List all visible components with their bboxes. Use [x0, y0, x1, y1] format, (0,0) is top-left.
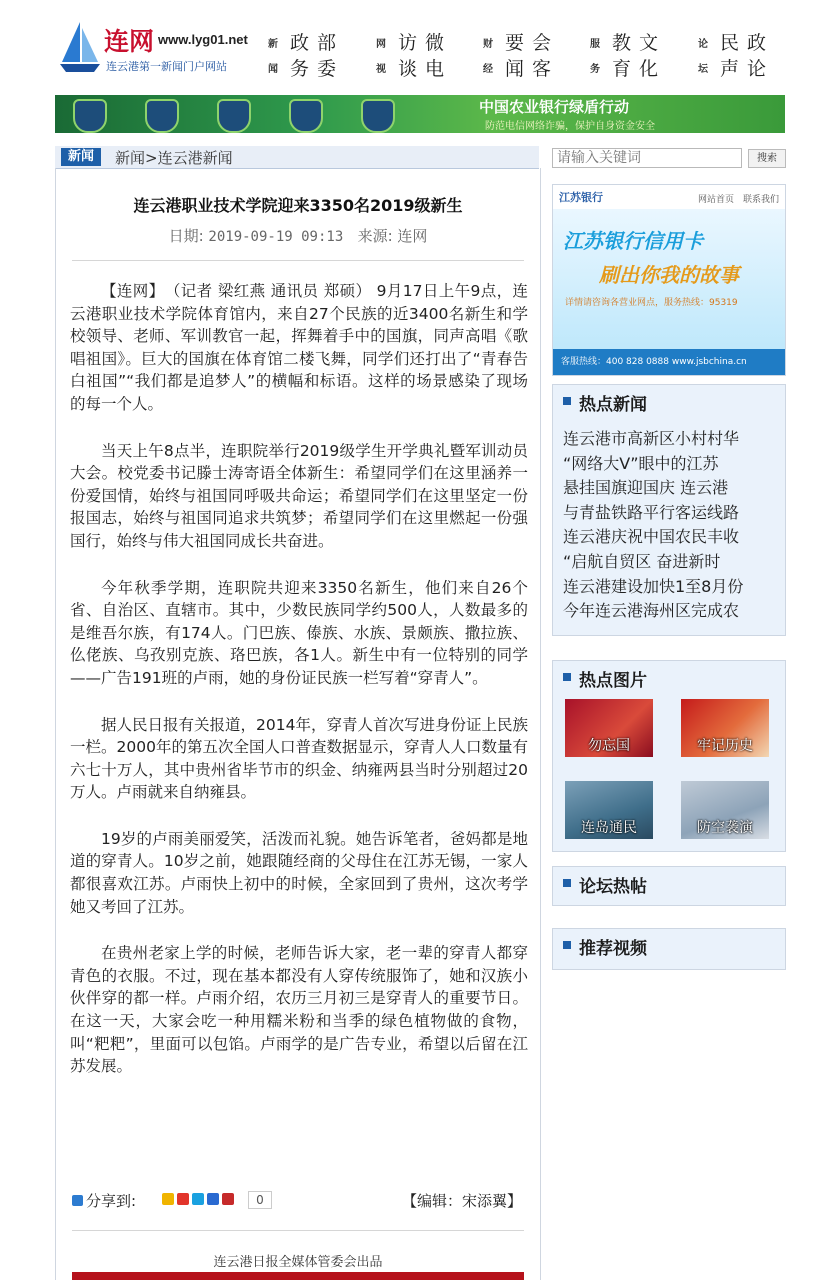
share-tools — [162, 1193, 237, 1207]
top-nav — [268, 26, 788, 82]
breadcrumb-path[interactable]: 新闻>连云港新闻 — [115, 149, 233, 167]
photo-thumbnail[interactable] — [565, 781, 653, 839]
nav-link[interactable]: 访微 — [398, 32, 453, 54]
article-source: 连网 — [397, 227, 428, 245]
search-button[interactable]: 搜索 — [748, 149, 786, 168]
article-paragraph: 今年秋季学期，连职院共迎来3350名新生，他们来自26个省、自治区、直辖市。其中，少数民族同学约500人，人数最多的是维吾尔族，有174人。门巴族、傣族、水族、景颇族、撒拉族、仫佬族、乌孜别克族、珞巴族，各1人。新生中有一位特别的同学——广告191班的卢雨，她的身份证民族一栏写着“穿青人”。 — [70, 578, 528, 687]
ad-links: 网站首页 联系我们 — [697, 195, 779, 205]
panel-header — [553, 867, 785, 899]
site-domain: www.lyg01.net — [158, 32, 248, 47]
video-panel — [552, 928, 786, 970]
nav-link[interactable]: 务委 — [290, 58, 345, 80]
sailboat-icon — [58, 20, 102, 76]
share-label: 分享到: — [86, 1192, 137, 1210]
nav-badge: 新 — [268, 39, 278, 50]
square-bullet-icon — [563, 673, 571, 681]
nav-group-finance — [483, 26, 583, 82]
nav-badge: 网 — [376, 39, 386, 50]
breadcrumb — [55, 146, 539, 169]
nav-link[interactable]: 闻客 — [505, 58, 560, 80]
list-item[interactable]: 连云港市高新区小村村华 — [563, 429, 740, 448]
search-input[interactable] — [552, 148, 742, 168]
editor-credit: 【编辑：宋添翼】 — [401, 1192, 522, 1210]
banner-title: 中国农业银行绿盾行动 — [479, 98, 630, 116]
nav-link[interactable]: 育化 — [612, 58, 667, 80]
square-bullet-icon — [563, 879, 571, 887]
nav-link[interactable]: 声论 — [720, 58, 775, 80]
nav-link[interactable]: 要会 — [505, 32, 560, 54]
footer-red-bar — [72, 1272, 524, 1280]
article-paragraph: 据人民日报有关报道，2014年，穿青人首次写进身份证上民族一栏。2000年的第五次全国人口普查数据显示，穿青人人口数量有六七十万人，其中贵州省毕节市的织金、纳雍两县当时分别超过20万人。卢雨就来自纳雍县。 — [70, 715, 528, 802]
square-bullet-icon — [563, 941, 571, 949]
qzone-share-icon[interactable] — [162, 1193, 174, 1205]
ad-footer: 客服热线：400 828 0888 www.jsbchina.cn — [553, 349, 785, 375]
nav-badge: 经 — [483, 64, 493, 75]
renren-share-icon[interactable] — [207, 1193, 219, 1205]
article-meta — [56, 225, 540, 246]
photo-caption: 勿忘国 — [588, 738, 630, 754]
article-paragraph: 当天上午8点半，连职院举行2019级学生开学典礼暨军训动员大会。校党委书记滕士涛寄语全体新生：希望同学们在这里涵养一份爱国情，始终与祖国同呼吸共命运；希望同学们在这里坚定一份报国志，始终与祖国同追求共筑梦；希望同学们在这里燃起一份强国行，始终与伟大祖国同成长共奋进。 — [70, 441, 528, 550]
bank-card-ad[interactable] — [552, 184, 786, 376]
list-item[interactable]: “网络大V”眼中的江苏 — [563, 453, 719, 473]
article-title: 连云港职业技术学院迎来3350名2019级新生 — [133, 196, 463, 215]
brand-name: 连网 — [104, 27, 155, 56]
nav-badge: 坛 — [698, 64, 708, 75]
ad-note: 详情请咨询各营业网点，服务热线：95319 — [565, 298, 738, 308]
photo-caption: 连岛通民 — [581, 820, 637, 836]
nav-group-video — [376, 26, 476, 82]
list-item[interactable]: 与青盐铁路平行客运线路 — [563, 502, 740, 522]
forum-panel — [552, 866, 786, 906]
weibo-share-icon[interactable] — [177, 1193, 189, 1205]
nav-group-forum — [698, 26, 788, 82]
nav-badge: 服 — [590, 39, 600, 50]
share-count: 0 — [248, 1191, 272, 1209]
site-logo[interactable] — [58, 20, 258, 78]
panel-title: 热点新闻 — [579, 395, 647, 415]
title-divider — [72, 260, 524, 261]
list-item[interactable]: 连云港建设加快1至8月份 — [563, 576, 744, 596]
ad-bank-logo: 江苏银行 — [559, 191, 603, 204]
search-box — [552, 148, 786, 170]
shield-icon — [289, 99, 323, 133]
shield-icon — [73, 99, 107, 133]
nav-group-news — [268, 26, 368, 82]
footer-divider — [72, 1230, 524, 1231]
list-item[interactable]: 连云港庆祝中国农民丰收 — [563, 527, 740, 547]
article-column — [55, 168, 541, 1280]
hot-news-list — [563, 427, 779, 624]
hot-news-panel — [552, 384, 786, 636]
share-bar — [70, 1188, 528, 1214]
nav-badge: 闻 — [268, 64, 278, 75]
shield-icon — [145, 99, 179, 133]
panel-header — [553, 929, 785, 961]
shield-icon — [217, 99, 251, 133]
nav-badge: 视 — [376, 64, 386, 75]
nav-link[interactable]: 民政 — [720, 32, 775, 54]
panel-title: 热点图片 — [579, 671, 647, 691]
panel-header — [553, 661, 785, 693]
ad-headline: 江苏银行信用卡 — [563, 229, 703, 253]
article-paragraph: 在贵州老家上学的时候，老师告诉大家，老一辈的穿青人都穿青色的衣服。不过，现在基本都没有人穿传统服饰了，她和汉族小伙伴穿的都一样。卢雨介绍，农历三月初三是穿青人的重要节日。在这一天，大家会吃一种用糯米粉和当季的绿色植物做的食物，叫“粑粑”，里面可以包馅。卢雨学的是广告专业，希望以后留在江苏发展。 — [70, 944, 528, 1076]
panel-title[interactable]: 论坛热帖 — [579, 877, 647, 897]
nav-badge: 务 — [590, 64, 600, 75]
ad-body — [553, 209, 785, 349]
list-item[interactable]: 今年连云港海州区完成农 — [563, 601, 740, 621]
article-paragraph: 19岁的卢雨美丽爱笑，活泼而礼貌。她告诉笔者，爸妈都是地道的穿青人。10岁之前，她跟随经商的父母住在江苏无锡，一家人都很喜欢江苏。卢雨快上初中的时候，全家回到了贵州，这次考学她又考回了江苏。 — [70, 829, 528, 916]
nav-badge: 财 — [483, 39, 493, 50]
bank-banner-ad[interactable] — [55, 95, 785, 133]
share-icon — [72, 1195, 83, 1206]
tencent-share-icon[interactable] — [192, 1193, 204, 1205]
photo-thumbnail[interactable] — [681, 781, 769, 839]
square-bullet-icon — [563, 397, 571, 405]
panel-title[interactable]: 推荐视频 — [579, 939, 647, 959]
banner-subtitle: 防范电信网络诈骗，保护自身资金安全 — [485, 121, 655, 132]
nav-badge: 论 — [698, 39, 708, 50]
panel-header — [553, 385, 785, 417]
photo-caption: 防空袭演 — [697, 820, 753, 836]
producer-credit: 连云港日报全媒体管委会出品 — [213, 1255, 383, 1270]
ad-header — [553, 185, 785, 209]
site-slogan: 连云港第一新闻门户网站 — [106, 60, 227, 73]
photo-caption: 牢记历史 — [697, 738, 753, 754]
article-body — [70, 280, 528, 1102]
source-label: 来源: — [357, 227, 393, 245]
list-item[interactable]: 悬挂国旗迎国庆 连云港 — [563, 478, 729, 498]
shield-icon — [361, 99, 395, 133]
article-date: 2019-09-19 09:13 — [208, 229, 344, 245]
article-paragraph: 【连网】 （记者 梁红燕 通讯员 郑硕） 9月17日上午9点，连云港职业技术学院体育馆内，来自27个民族的近3400名新生和学校领导、老师、军训教官一起，挥舞着手中的国旗，同声高唱《歌唱祖国》。巨大的国旗在体育馆二楼飞舞，同学们还打出了“青春告白祖国”“我们都是追梦人”的横幅和标语。这样的场景感染了现场的每一个人。 — [70, 282, 528, 413]
nav-link[interactable]: 教文 — [612, 32, 667, 54]
photo-thumbnail[interactable] — [681, 699, 769, 757]
ad-tagline: 刷出你我的故事 — [599, 263, 739, 287]
hot-pics-panel — [552, 660, 786, 852]
photo-thumbnail[interactable] — [565, 699, 653, 757]
more-share-icon[interactable] — [222, 1193, 234, 1205]
date-label: 日期: — [168, 227, 204, 245]
nav-group-service — [590, 26, 690, 82]
section-tag: 新闻 — [61, 148, 101, 166]
nav-link[interactable]: 谈电 — [398, 58, 453, 80]
nav-link[interactable]: 政部 — [290, 32, 345, 54]
list-item[interactable]: “启航自贸区 奋进新时 — [563, 551, 721, 571]
